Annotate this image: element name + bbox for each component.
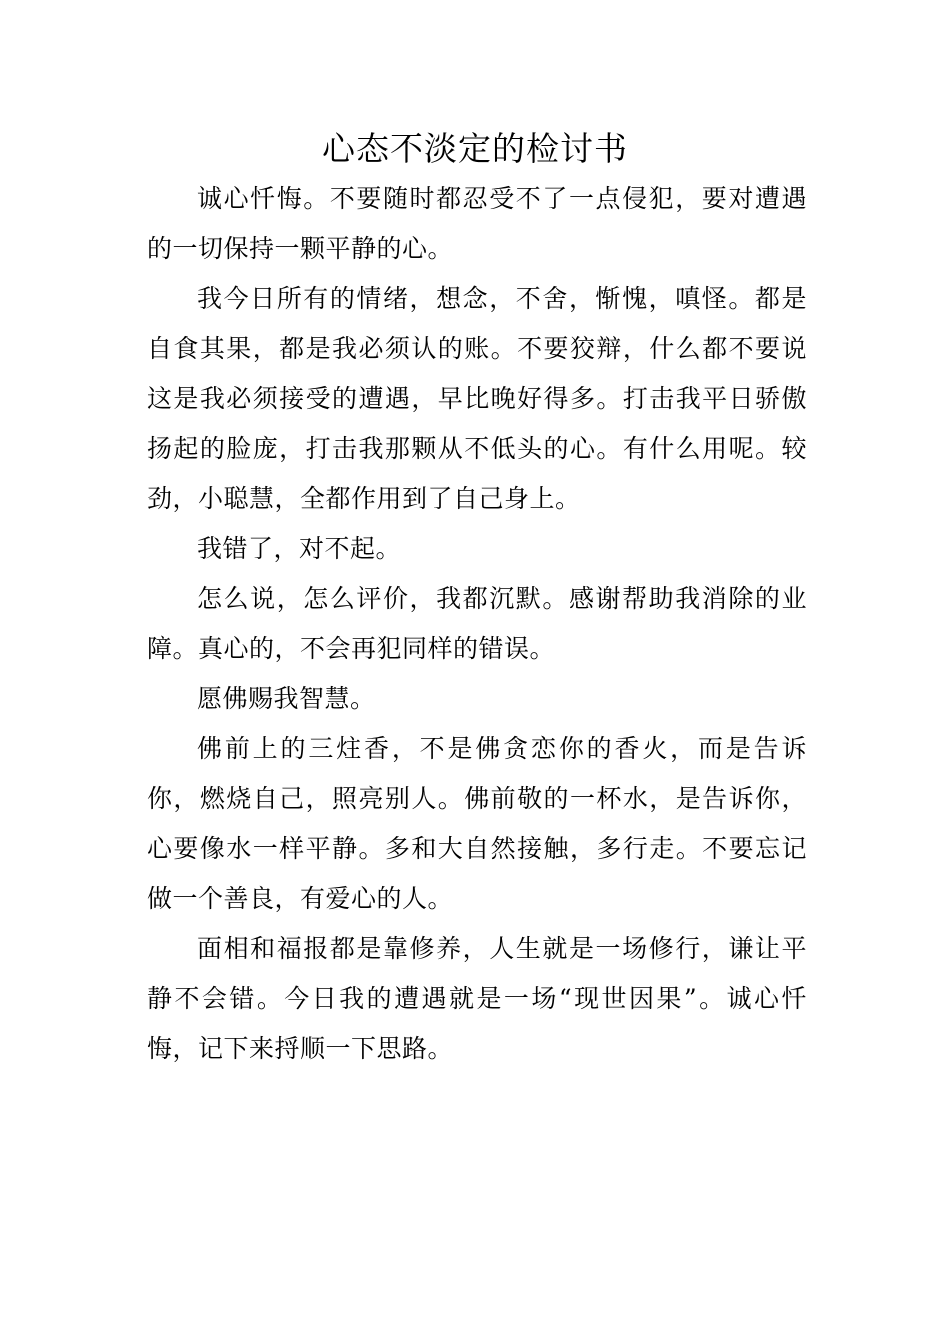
paragraph-4: 怎么说，怎么评价，我都沉默。感谢帮助我消除的业障。真心的，不会再犯同样的错误。 <box>147 584 807 663</box>
paragraph-3: 我错了，对不起。 <box>197 534 402 563</box>
paragraph-6: 佛前上的三炷香，不是佛贪恋你的香火，而是告诉你，燃烧自己，照亮别人。佛前敬的一杯水，是告诉你，心要像水一样平静。多和大自然接触，多行走。不要忘记做一个善良，有爱心的人。 <box>147 734 807 913</box>
document-title: 心态不淡定的检讨书 <box>322 129 628 168</box>
paragraph-2: 我今日所有的情绪，想念，不舍，惭愧，嗔怪。都是自食其果，都是我必须认的账。不要狡辩，什么都不要说这是我必须接受的遭遇，早比晚好得多。打击我平日骄傲扬起的脸庞，打击我那颗从不低头的心。有什么用呢。较劲，小聪慧，全都作用到了自己身上。 <box>147 284 807 513</box>
paragraph-5: 愿佛赐我智慧。 <box>197 684 376 713</box>
document-body <box>147 174 807 1074</box>
paragraph-1: 诚心忏悔。不要随时都忍受不了一点侵犯，要对遭遇的一切保持一颗平静的心。 <box>147 184 807 263</box>
paragraph-7: 面相和福报都是靠修养，人生就是一场修行，谦让平静不会错。今日我的遭遇就是一场“现世因果”。诚心忏悔，记下来捋顺一下思路。 <box>147 934 807 1063</box>
